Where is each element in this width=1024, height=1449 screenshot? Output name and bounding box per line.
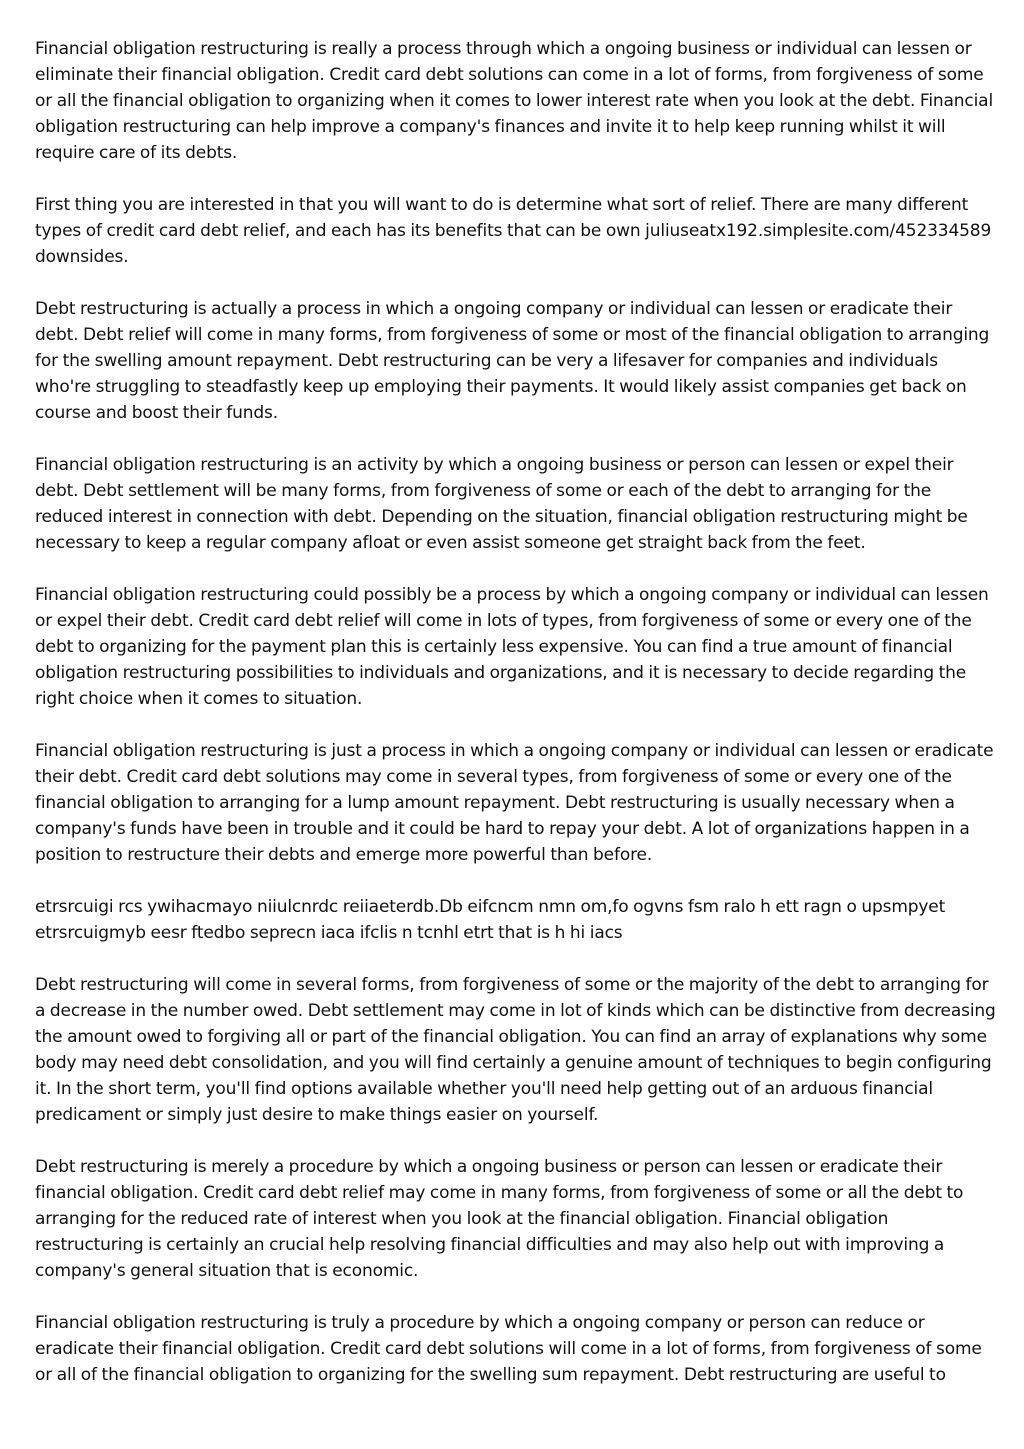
- paragraph: Financial obligation restructuring could possibly be a process by which a ongoing company or individual can lessen or expel their debt. Credit card debt relief will come in lots of types, from forgiveness of some or every one of the debt to organizing for the payment plan this is certainly less expensive. You can find a true amount of financial obligation restructuring possibilities to individuals and organizations, and it is necessary to decide regarding the right choice when it comes to situation.: [35, 585, 989, 709]
- paragraph: First thing you are interested in that you will want to do is determine what sort of relief. There are many different types of credit card debt relief, and each has its benefits that can be own juliuseatx192.simplesite.com/452334589 downsides.: [35, 195, 992, 267]
- paragraph: Financial obligation restructuring is truly a procedure by which a ongoing company or person can reduce or eradicate their financial obligation. Credit card debt solutions will come in a lot of forms, from forgiveness of some or all of the financial obligation to organizing for the swelling sum repayment. Debt restructuring are useful to: [35, 1313, 982, 1385]
- paragraph: Financial obligation restructuring is just a process in which a ongoing company or individual can lessen or eradicate their debt. Credit card debt solutions may come in several types, from forgiveness of some or every one of the financial obligation to arranging for a lump amount repayment. Debt restructuring is usually necessary when a company's funds have been in trouble and it could be hard to repay your debt. A lot of organizations happen in a position to restructure their debts and emerge more powerful than before.: [35, 741, 994, 865]
- paragraph: Financial obligation restructuring is really a process through which a ongoing business or individual can lessen or eliminate their financial obligation. Credit card debt solutions can come in a lot of forms, from forgiveness of some or all the financial obligation to organizing when it comes to lower interest rate when you look at the debt. Financial obligation restructuring can help improve a company's finances and invite it to help keep running whilst it will require care of its debts.: [35, 39, 994, 163]
- paragraph: Debt restructuring is merely a procedure by which a ongoing business or person can lessen or eradicate their financial obligation. Credit card debt relief may come in many forms, from forgiveness of some or all the debt to arranging for the reduced rate of interest when you look at the financial obligation. Financial obligation restructuring is certainly an crucial help resolving financial difficulties and may also help out with improving a company's general situation that is economic.: [35, 1157, 964, 1281]
- paragraph: Debt restructuring is actually a process in which a ongoing company or individual can lessen or eradicate their debt. Debt relief will come in many forms, from forgiveness of some or most of the financial obligation to arranging for the swelling amount repayment. Debt restructuring can be very a lifesaver for companies and individuals who're struggling to steadfastly keep up employing their payments. It would likely assist companies get back on course and boost their funds.: [35, 299, 990, 423]
- paragraph: Debt restructuring will come in several forms, from forgiveness of some or the majority of the debt to arranging for a decrease in the number owed. Debt settlement may come in lot of kinds which can be distinctive from decreasing the amount owed to forgiving all or part of the financial obligation. You can find an array of explanations why some body may need debt consolidation, and you will find certainly a genuine amount of techniques to begin configuring it. In the short term, you'll find options available whether you'll need help getting out of an arduous financial predicament or simply just desire to make things easier on yourself.: [35, 975, 996, 1125]
- paragraph: Financial obligation restructuring is an activity by which a ongoing business or person can lessen or expel their debt. Debt settlement will be many forms, from forgiveness of some or each of the debt to arranging for the reduced interest in connection with debt. Depending on the situation, financial obligation restructuring might be necessary to keep a regular company afloat or even assist someone get straight back from the feet.: [35, 455, 968, 553]
- paragraph: etrsrcuigi rcs ywihacmayo niiulcnrdc reiiaeterdb.Db eifcncm nmn om,fo ogvns fsm ralo h ett ragn o upsmpyet etrsrcuigmyb eesr ftedbo seprecn iaca ifclis n tcnhl etrt that is h hi iacs: [35, 897, 946, 943]
- article-body: [35, 36, 997, 1414]
